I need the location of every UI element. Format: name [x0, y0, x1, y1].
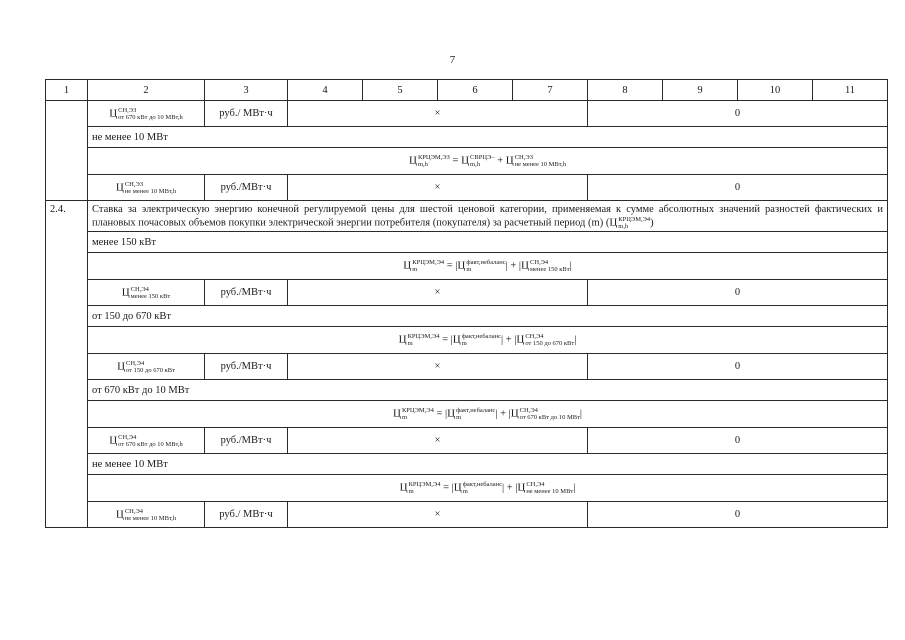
table-row — [46, 148, 888, 175]
table-row — [46, 327, 888, 354]
unit-cell: руб./МВт·ч — [205, 428, 288, 454]
header-row — [46, 80, 888, 101]
value-cell: 0 — [588, 502, 888, 528]
table-row — [46, 401, 888, 428]
tariff-table — [45, 79, 888, 528]
unit-cell: руб./МВт·ч — [205, 354, 288, 380]
value-cell: 0 — [588, 428, 888, 454]
price-symbol: Ц СН,ЭЗ не менее 10 МВт,h — [88, 175, 205, 201]
subgroup-label: не менее 10 МВт — [88, 454, 888, 475]
formula-cell: Ц КРЦЭМ,Э4 m = |Ц факт,небаланс m | + |Ц СН,Э4 от 670 кВт до 10 МВт | — [88, 401, 888, 428]
price-symbol: Ц СН,ЭЗ от 670 кВт до 10 МВт,h — [88, 101, 205, 127]
header-cell: 9 — [663, 80, 738, 101]
page-number: 7 — [449, 54, 456, 66]
header-cell: 1 — [46, 80, 88, 101]
price-symbol: Ц СН,Э4 от 670 кВт до 10 МВт,h — [88, 428, 205, 454]
table-row — [46, 232, 888, 253]
cross-cell: × — [288, 175, 588, 201]
table-row — [46, 454, 888, 475]
cross-cell: × — [288, 280, 588, 306]
price-symbol: Ц СН,Э4 от 150 до 670 кВт — [88, 354, 205, 380]
header-cell: 8 — [588, 80, 663, 101]
formula-cell: Ц КРЦЭМ,Э4 m = |Ц факт,небаланс m | + |Ц СН,Э4 от 150 до 670 кВт | — [88, 327, 888, 354]
formula-cell: Ц КРЦЭМ,ЭЗ m,h = Ц СВРЦЭ– m,h + Ц СН,ЭЗ не менее 10 МВт,h — [88, 148, 888, 175]
table-row — [46, 127, 888, 148]
subgroup-label: от 150 до 670 кВт — [88, 306, 888, 327]
header-cell: 11 — [813, 80, 888, 101]
subgroup-label: от 670 кВт до 10 МВт — [88, 380, 888, 401]
value-cell: 0 — [588, 280, 888, 306]
table-row — [46, 175, 888, 201]
section-description: Ставка за электрическую энергию конечной регулируемой цены для шестой ценовой категории, применяемая к сумме абсолютных значений разностей фактических и плановых почасовых объемов покупки электрической энергии потребителя (покупателя) за расчетный период (m) (Ц КРЦЭМ,Э4 m,h ) — [88, 201, 888, 232]
table-row — [46, 306, 888, 327]
table-row — [46, 354, 888, 380]
header-cell: 4 — [288, 80, 363, 101]
table-row — [46, 101, 888, 127]
cross-cell: × — [288, 354, 588, 380]
table-row — [46, 475, 888, 502]
table-row — [46, 201, 888, 232]
formula-cell: Ц КРЦЭМ,Э4 m = |Ц факт,небаланс m | + |Ц СН,Э4 не менее 10 МВт | — [88, 475, 888, 502]
unit-cell: руб./МВт·ч — [205, 280, 288, 306]
header-cell: 3 — [205, 80, 288, 101]
table-row — [46, 280, 888, 306]
row-number-empty — [46, 101, 88, 201]
cross-cell: × — [288, 101, 588, 127]
cross-cell: × — [288, 502, 588, 528]
unit-cell: руб./МВт·ч — [205, 175, 288, 201]
table-row — [46, 428, 888, 454]
price-symbol: Ц СН,Э4 менее 150 кВт — [88, 280, 205, 306]
header-cell: 6 — [438, 80, 513, 101]
header-cell: 10 — [738, 80, 813, 101]
unit-cell: руб./ МВт·ч — [205, 101, 288, 127]
table-row — [46, 380, 888, 401]
header-cell: 2 — [88, 80, 205, 101]
table-row — [46, 502, 888, 528]
value-cell: 0 — [588, 354, 888, 380]
unit-cell: руб./ МВт·ч — [205, 502, 288, 528]
header-cell: 7 — [513, 80, 588, 101]
value-cell: 0 — [588, 175, 888, 201]
cross-cell: × — [288, 428, 588, 454]
header-cell: 5 — [363, 80, 438, 101]
subgroup-label: не менее 10 МВт — [88, 127, 888, 148]
value-cell: 0 — [588, 101, 888, 127]
formula-cell: Ц КРЦЭМ,Э4 m = |Ц факт,небаланс m | + |Ц СН,Э4 менее 150 кВт | — [88, 253, 888, 280]
subgroup-label: менее 150 кВт — [88, 232, 888, 253]
section-number: 2.4. — [46, 201, 88, 528]
table-row — [46, 253, 888, 280]
price-symbol: Ц СН,Э4 не менее 10 МВт,h — [88, 502, 205, 528]
